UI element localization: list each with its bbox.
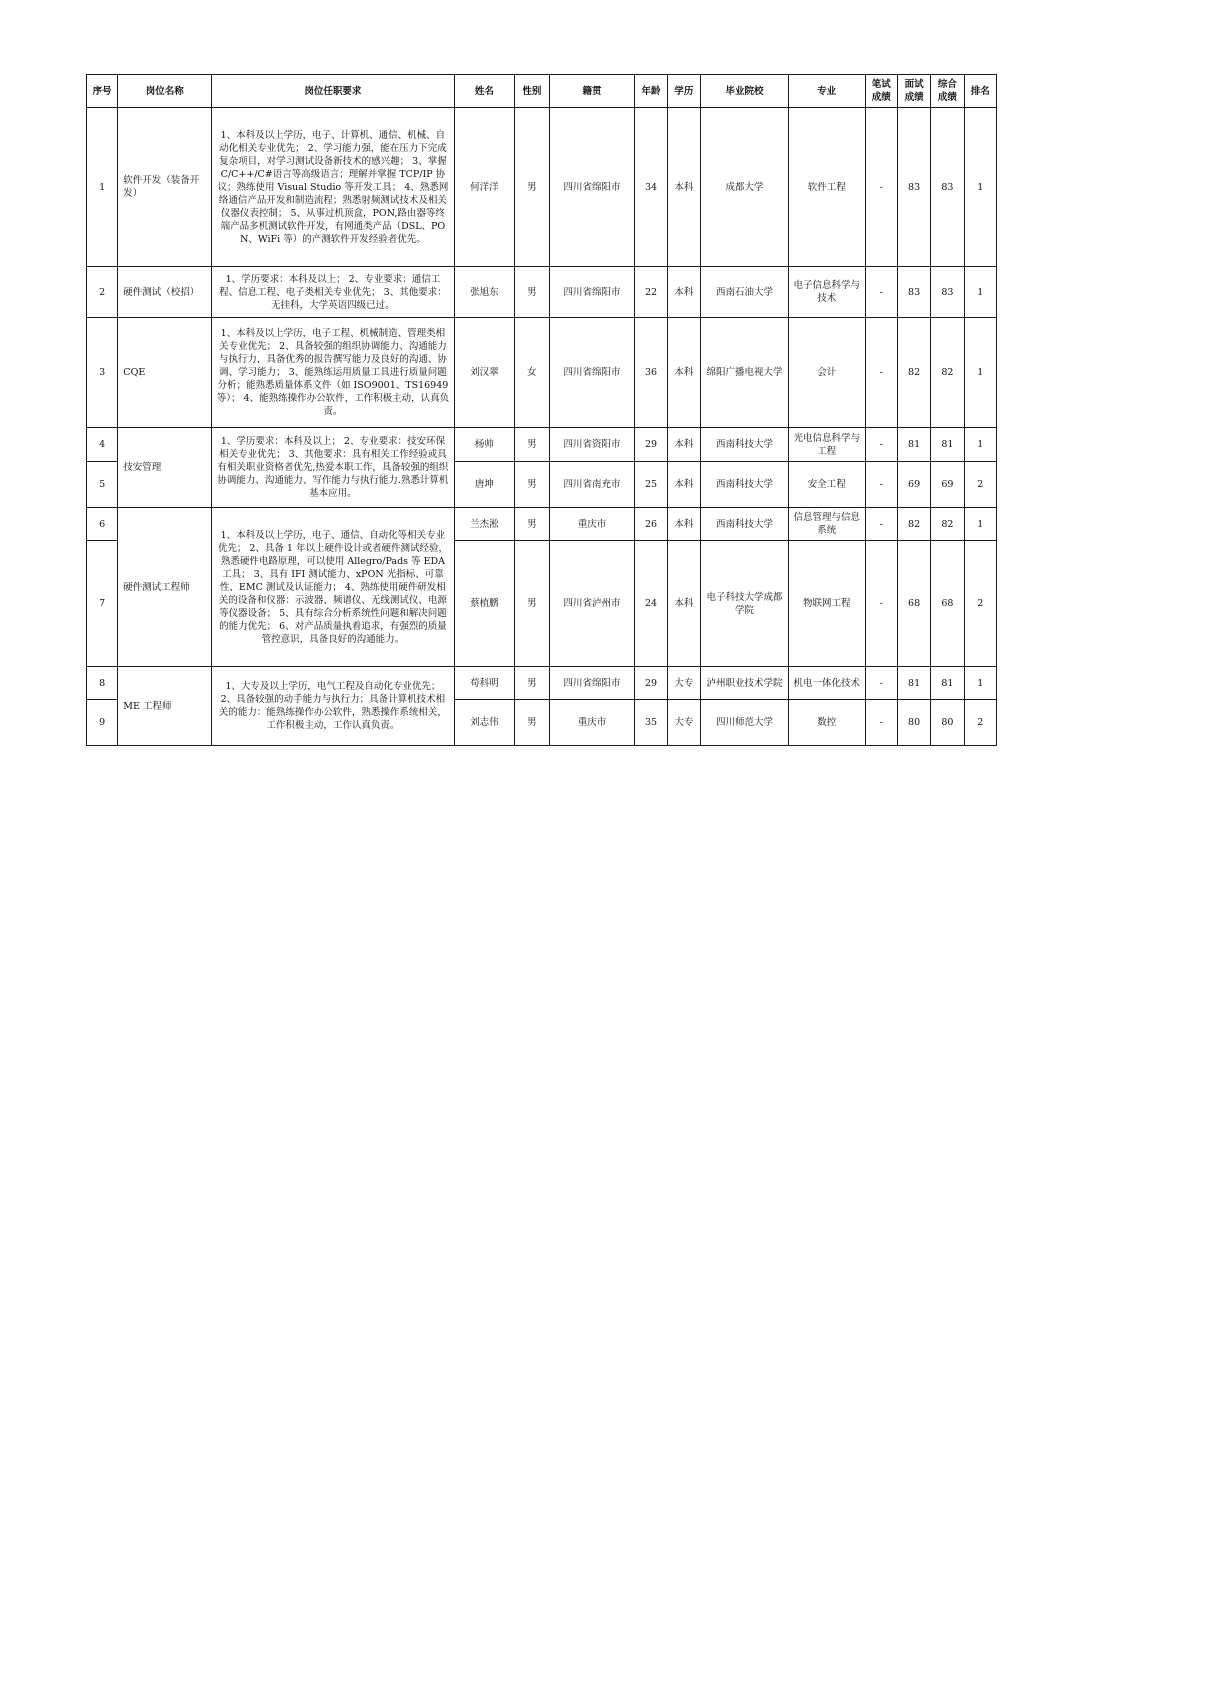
candidate-gender: 男 <box>515 508 549 541</box>
candidate-gender: 女 <box>515 318 549 428</box>
header-gender: 性别 <box>515 75 549 108</box>
total-score: 80 <box>931 700 964 746</box>
header-no: 序号 <box>87 75 118 108</box>
table-row <box>87 508 997 541</box>
interview-score: 68 <box>897 541 930 667</box>
total-score: 82 <box>931 318 964 428</box>
total-score: 82 <box>931 508 964 541</box>
candidate-major: 会计 <box>788 318 865 428</box>
position-requirement: 1、大专及以上学历，电气工程及自动化专业优先； 2、具备较强的动手能力与执行力；具备计算机技术相关的能力：能熟练操作办公软件，熟悉操作系统相关，工作积极主动，工作认真负责。 <box>212 667 454 746</box>
table-header <box>87 75 997 108</box>
candidate-gender: 男 <box>515 428 549 462</box>
written-score: - <box>865 318 897 428</box>
candidate-major: 数控 <box>788 700 865 746</box>
rank: 2 <box>964 462 996 508</box>
position-name: 硬件测试（校招） <box>118 267 212 318</box>
candidate-education: 本科 <box>667 508 700 541</box>
candidate-education: 大专 <box>667 667 700 700</box>
candidate-gender: 男 <box>515 462 549 508</box>
candidate-school: 成都大学 <box>701 108 789 267</box>
header-major: 专业 <box>788 75 865 108</box>
candidate-education: 本科 <box>667 267 700 318</box>
candidate-origin: 四川省绵阳市 <box>549 667 635 700</box>
candidate-major: 物联网工程 <box>788 541 865 667</box>
written-score: - <box>865 667 897 700</box>
total-score: 83 <box>931 108 964 267</box>
rank: 1 <box>964 318 996 428</box>
row-no: 4 <box>87 428 118 462</box>
row-no: 6 <box>87 508 118 541</box>
candidate-major: 电子信息科学与技术 <box>788 267 865 318</box>
written-score: - <box>865 508 897 541</box>
rank: 2 <box>964 541 996 667</box>
row-no: 2 <box>87 267 118 318</box>
candidate-origin: 重庆市 <box>549 508 635 541</box>
written-score: - <box>865 462 897 508</box>
candidate-name: 兰杰淞 <box>454 508 515 541</box>
interview-score: 82 <box>897 508 930 541</box>
header-row <box>87 75 997 108</box>
header-rank: 排名 <box>964 75 996 108</box>
candidate-school: 泸州职业技术学院 <box>701 667 789 700</box>
candidate-school: 四川师范大学 <box>701 700 789 746</box>
candidate-name: 蔡植鹏 <box>454 541 515 667</box>
candidate-origin: 四川省泸州市 <box>549 541 635 667</box>
candidate-major: 机电一体化技术 <box>788 667 865 700</box>
position-name: ME 工程师 <box>118 667 212 746</box>
candidate-age: 35 <box>635 700 667 746</box>
candidate-education: 本科 <box>667 318 700 428</box>
row-no: 8 <box>87 667 118 700</box>
rank: 1 <box>964 267 996 318</box>
candidate-gender: 男 <box>515 541 549 667</box>
candidate-education: 大专 <box>667 700 700 746</box>
candidate-school: 绵阳广播电视大学 <box>701 318 789 428</box>
position-requirement: 1、本科及以上学历，电子、计算机、通信、机械、自动化相关专业优先； 2、学习能力强，能在压力下完成复杂项目，对学习测试设备新技术的感兴趣； 3、掌握 C/C++/C#语言等高级语言；理解并掌握 TCP/IP 协议；熟练使用 Visual Studio 等开发工具； 4、熟悉网络通信产品开发和制造流程；熟悉射频测试技术及相关仪器仪表控制； 5、从事过机顶盒，PON,路由器等终端产品多机测试软件开发，有网通类产品（DSL、PON、WiFi 等）的产测软件开发经验者优先。 <box>212 108 454 267</box>
candidate-name: 张旭东 <box>454 267 515 318</box>
candidate-age: 24 <box>635 541 667 667</box>
candidate-age: 26 <box>635 508 667 541</box>
candidate-education: 本科 <box>667 541 700 667</box>
candidate-origin: 四川省绵阳市 <box>549 318 635 428</box>
header-position: 岗位名称 <box>118 75 212 108</box>
written-score: - <box>865 700 897 746</box>
candidate-school: 西南科技大学 <box>701 462 789 508</box>
candidate-education: 本科 <box>667 108 700 267</box>
candidate-name: 唐坤 <box>454 462 515 508</box>
candidate-school: 西南石油大学 <box>701 267 789 318</box>
candidate-name: 何洋洋 <box>454 108 515 267</box>
candidate-origin: 四川省绵阳市 <box>549 267 635 318</box>
written-score: - <box>865 108 897 267</box>
candidate-education: 本科 <box>667 428 700 462</box>
position-name: 硬件测试工程师 <box>118 508 212 667</box>
interview-score: 82 <box>897 318 930 428</box>
rank: 1 <box>964 428 996 462</box>
candidate-school: 西南科技大学 <box>701 508 789 541</box>
interview-score: 81 <box>897 428 930 462</box>
row-no: 1 <box>87 108 118 267</box>
candidate-name: 苟科明 <box>454 667 515 700</box>
total-score: 81 <box>931 428 964 462</box>
position-name: CQE <box>118 318 212 428</box>
candidate-age: 29 <box>635 428 667 462</box>
candidate-school: 电子科技大学成都学院 <box>701 541 789 667</box>
candidate-major: 光电信息科学与工程 <box>788 428 865 462</box>
candidate-table <box>86 74 997 746</box>
interview-score: 69 <box>897 462 930 508</box>
table-body <box>87 108 997 746</box>
header-school: 毕业院校 <box>701 75 789 108</box>
position-requirement: 1、学历要求：本科及以上； 2、专业要求：通信工程、信息工程、电子类相关专业优先； 3、其他要求：无挂科，大学英语四级已过。 <box>212 267 454 318</box>
candidate-origin: 四川省南充市 <box>549 462 635 508</box>
position-name: 技安管理 <box>118 428 212 508</box>
rank: 2 <box>964 700 996 746</box>
position-requirement: 1、本科及以上学历，电子、通信、自动化等相关专业优先； 2、具备 1 年以上硬件设计或者硬件测试经验，熟悉硬件电路原理，可以使用 Allegro/Pads 等 EDA 工具； 3、具有 IFI 测试能力、xPON 光指标、可靠性、EMC 测试及认证能力； 4、熟练使用硬件研发相关的设备和仪器：示波器、频谱仪、无线测试仪、电源等仪器设备； 5、具有综合分析系统性问题和解决问题的能力优先； 6、对产品质量执着追求，有强烈的质量管控意识，具备良好的沟通能力。 <box>212 508 454 667</box>
candidate-gender: 男 <box>515 108 549 267</box>
candidate-name: 刘汉翠 <box>454 318 515 428</box>
total-score: 83 <box>931 267 964 318</box>
interview-score: 83 <box>897 267 930 318</box>
header-name: 姓名 <box>454 75 515 108</box>
position-requirement: 1、学历要求：本科及以上； 2、专业要求：技安环保相关专业优先； 3、其他要求：具有相关工作经验或具有相关职业资格者优先,热爱本职工作，具备较强的组织协调能力、沟通能力、写作能力与执行能力.熟悉计算机基本应用。 <box>212 428 454 508</box>
header-requirement: 岗位任职要求 <box>212 75 454 108</box>
candidate-origin: 四川省绵阳市 <box>549 108 635 267</box>
candidate-gender: 男 <box>515 700 549 746</box>
rank: 1 <box>964 108 996 267</box>
rank: 1 <box>964 508 996 541</box>
interview-score: 83 <box>897 108 930 267</box>
table-row <box>87 108 997 267</box>
interview-score: 80 <box>897 700 930 746</box>
interview-score: 81 <box>897 667 930 700</box>
rank: 1 <box>964 667 996 700</box>
candidate-age: 25 <box>635 462 667 508</box>
header-education: 学历 <box>667 75 700 108</box>
written-score: - <box>865 267 897 318</box>
total-score: 81 <box>931 667 964 700</box>
header-total-score: 综合成绩 <box>931 75 964 108</box>
row-no: 9 <box>87 700 118 746</box>
candidate-name: 杨帅 <box>454 428 515 462</box>
header-interview-score: 面试成绩 <box>897 75 930 108</box>
header-age: 年龄 <box>635 75 667 108</box>
candidate-age: 34 <box>635 108 667 267</box>
table-row <box>87 267 997 318</box>
candidate-school: 西南科技大学 <box>701 428 789 462</box>
candidate-education: 本科 <box>667 462 700 508</box>
candidate-age: 36 <box>635 318 667 428</box>
candidate-major: 信息管理与信息系统 <box>788 508 865 541</box>
written-score: - <box>865 428 897 462</box>
table-row <box>87 428 997 462</box>
total-score: 68 <box>931 541 964 667</box>
candidate-age: 29 <box>635 667 667 700</box>
position-name: 软件开发（装备开发） <box>118 108 212 267</box>
candidate-origin: 四川省资阳市 <box>549 428 635 462</box>
table-row <box>87 667 997 700</box>
row-no: 5 <box>87 462 118 508</box>
candidate-major: 安全工程 <box>788 462 865 508</box>
written-score: - <box>865 541 897 667</box>
row-no: 3 <box>87 318 118 428</box>
row-no: 7 <box>87 541 118 667</box>
candidate-age: 22 <box>635 267 667 318</box>
header-origin: 籍贯 <box>549 75 635 108</box>
candidate-name: 刘志伟 <box>454 700 515 746</box>
total-score: 69 <box>931 462 964 508</box>
header-written-score: 笔试成绩 <box>865 75 897 108</box>
table-row <box>87 318 997 428</box>
candidate-major: 软件工程 <box>788 108 865 267</box>
candidate-gender: 男 <box>515 667 549 700</box>
candidate-origin: 重庆市 <box>549 700 635 746</box>
position-requirement: 1、本科及以上学历，电子工程、机械制造、管理类相关专业优先； 2、具备较强的组织协调能力、沟通能力与执行力，具备优秀的报告撰写能力及良好的沟通、协调、学习能力； 3、能熟练运用质量工具进行质量问题分析；能熟悉质量体系文件（如 ISO9001、TS16949 等）； 4、能熟练操作办公软件，工作积极主动，认真负责。 <box>212 318 454 428</box>
candidate-gender: 男 <box>515 267 549 318</box>
